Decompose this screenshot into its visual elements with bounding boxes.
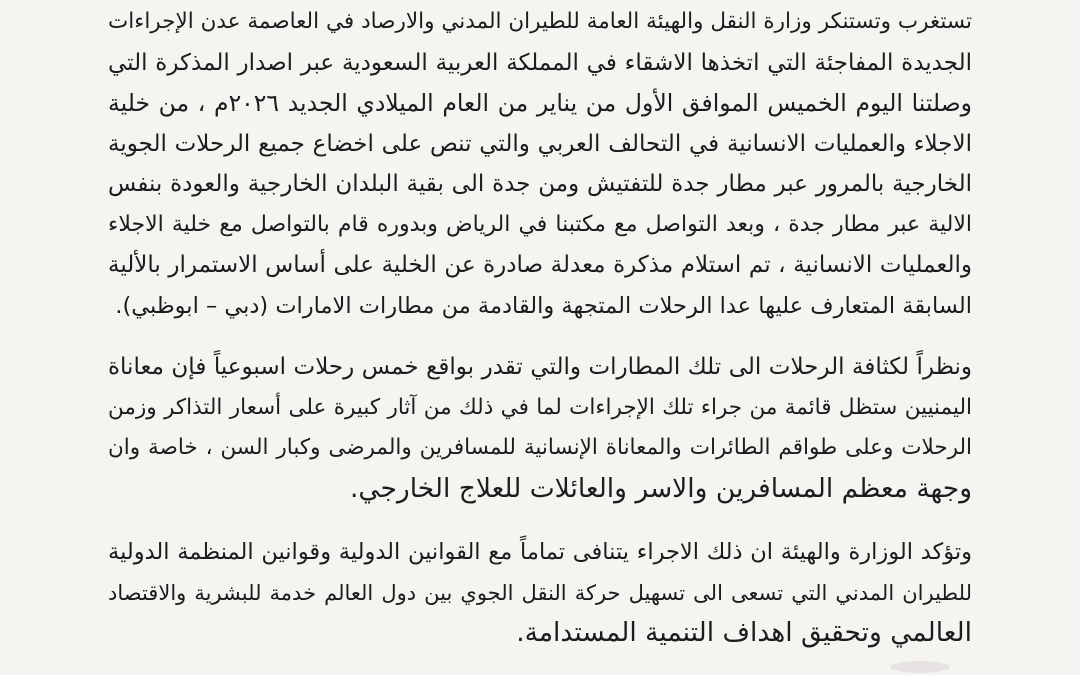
paragraph-3-line-3: العالمي وتحقيق اهداف التنمية المستدامة.: [516, 617, 972, 648]
paragraph-1-line-5: الخارجية بالمرور عبر مطار جدة للتفتيش ومن جدة الى بقية البلدان الخارجية والعودة بنفس: [108, 171, 972, 197]
paragraph-1-line-6: الالية عبر مطار جدة ، وبعد التواصل مع مكتبنا في الرياض وبدوره قام بالتواصل مع خلية الاجلاء: [108, 211, 972, 237]
paragraph-3: [108, 532, 972, 654]
paragraph-2: [108, 347, 972, 509]
paragraph-2-line-1: ونظراً لكثافة الرحلات الى تلك المطارات والتي تقدر بواقع خمس رحلات اسبوعياً فإن معاناة: [108, 354, 972, 380]
stamp-mark: [890, 661, 950, 673]
paragraph-3-line-1: وتؤكد الوزارة والهيئة ان ذلك الاجراء يتنافى تماماً مع القوانين الدولية وقوانين المنظمة الدولية: [108, 539, 972, 565]
paragraph-2-line-2: اليمنيين ستظل قائمة من جراء تلك الإجراءات لما في ذلك من آثار كبيرة على أسعار التذاكر وزمن: [108, 394, 972, 420]
paragraph-1: [108, 2, 972, 326]
paragraph-1-line-4: الاجلاء والعمليات الانسانية في التحالف العربي والتي تنص على اخضاع جميع الرحلات الجوية: [108, 130, 972, 157]
paragraph-3-line-2: للطيران المدني التي تسعى الى تسهيل حركة النقل الجوي بين دول العالم خدمة للبشرية والاقتصاد: [108, 580, 972, 605]
paragraph-1-line-3: وصلتنا اليوم الخميس الموافق الأول من يناير من العام الميلادي الجديد ٢٠٢٦م ، من خلية: [108, 89, 972, 117]
paragraph-2-line-4: وجهة معظم المسافرين والاسر والعائلات للعلاج الخارجي.: [350, 472, 972, 504]
paragraph-2-line-3: الرحلات وعلى طواقم الطائرات والمعاناة الإنسانية للمسافرين والمرضى وكبار السن ، خاصة وان: [108, 435, 972, 460]
paragraph-1-line-1: تستغرب وتستنكر وزارة النقل والهيئة العامة للطيران المدني والارصاد في العاصمة عدن الإجراءات: [108, 9, 972, 34]
paragraph-1-line-2: الجديدة المفاجئة التي اتخذها الاشقاء في المملكة العربية السعودية عبر اصدار المذكرة التي: [108, 49, 972, 76]
paragraph-1-line-8: السابقة المتعارف عليها عدا الرحلات المتجهة والقادمة من مطارات الامارات (دبي – ابوظبي).: [115, 292, 972, 319]
paragraph-1-line-7: والعمليات الانسانية ، تم استلام مذكرة معدلة صادرة عن الخلية على أساس الاستمرار بالألية: [108, 252, 972, 278]
